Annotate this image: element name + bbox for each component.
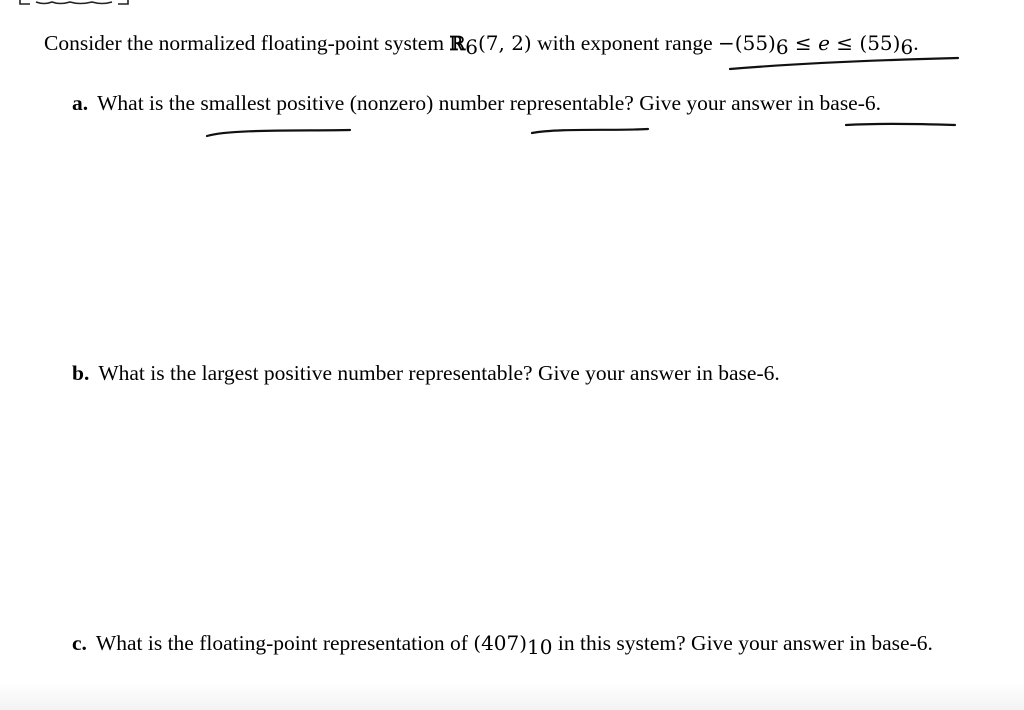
range-relation-right: ≤ <box>829 31 860 55</box>
range-left: −(55) <box>718 31 776 55</box>
system-args: (7, 2) <box>477 31 532 55</box>
statement-mid-text: with exponent range <box>531 31 719 55</box>
question-c-label: c. <box>72 631 87 655</box>
question-a <box>72 90 881 116</box>
range-right-base: 6 <box>900 35 914 59</box>
question-c <box>72 630 933 659</box>
range-right: (55) <box>859 31 901 55</box>
underline-smallest <box>207 130 350 136</box>
question-c-number: (407) <box>473 631 528 655</box>
system-base: 6 <box>465 35 478 59</box>
question-b <box>72 360 780 386</box>
range-relation-left: ≤ <box>788 31 819 55</box>
question-b-label: b. <box>72 361 90 385</box>
problem-statement <box>44 30 919 57</box>
question-a-label: a. <box>72 91 89 115</box>
underline-base6-a <box>846 124 955 125</box>
question-a-text: What is the smallest positive (nonzero) number representable? Give your answer in base-6. <box>97 91 882 115</box>
exponent-variable: e <box>818 31 830 55</box>
underline-nonzero <box>532 129 648 133</box>
question-c-text-before: What is the floating-point representation of <box>95 631 474 655</box>
range-left-base: 6 <box>775 35 789 59</box>
cropped-header-strokes <box>0 0 160 10</box>
question-b-text: What is the largest positive number representable? Give your answer in base-6. <box>98 361 780 385</box>
statement-text: Consider the normalized floating-point system <box>44 31 450 55</box>
statement-end-punct: . <box>913 31 919 55</box>
question-c-text-after: in this system? Give your answer in base-6. <box>552 631 933 655</box>
real-number-symbol: ℝ <box>449 33 466 55</box>
question-c-number-base: 10 <box>527 635 553 659</box>
page-bottom-edge <box>0 682 1024 710</box>
underline-exponent-range <box>730 58 958 69</box>
cropped-header-fragment <box>0 0 160 10</box>
